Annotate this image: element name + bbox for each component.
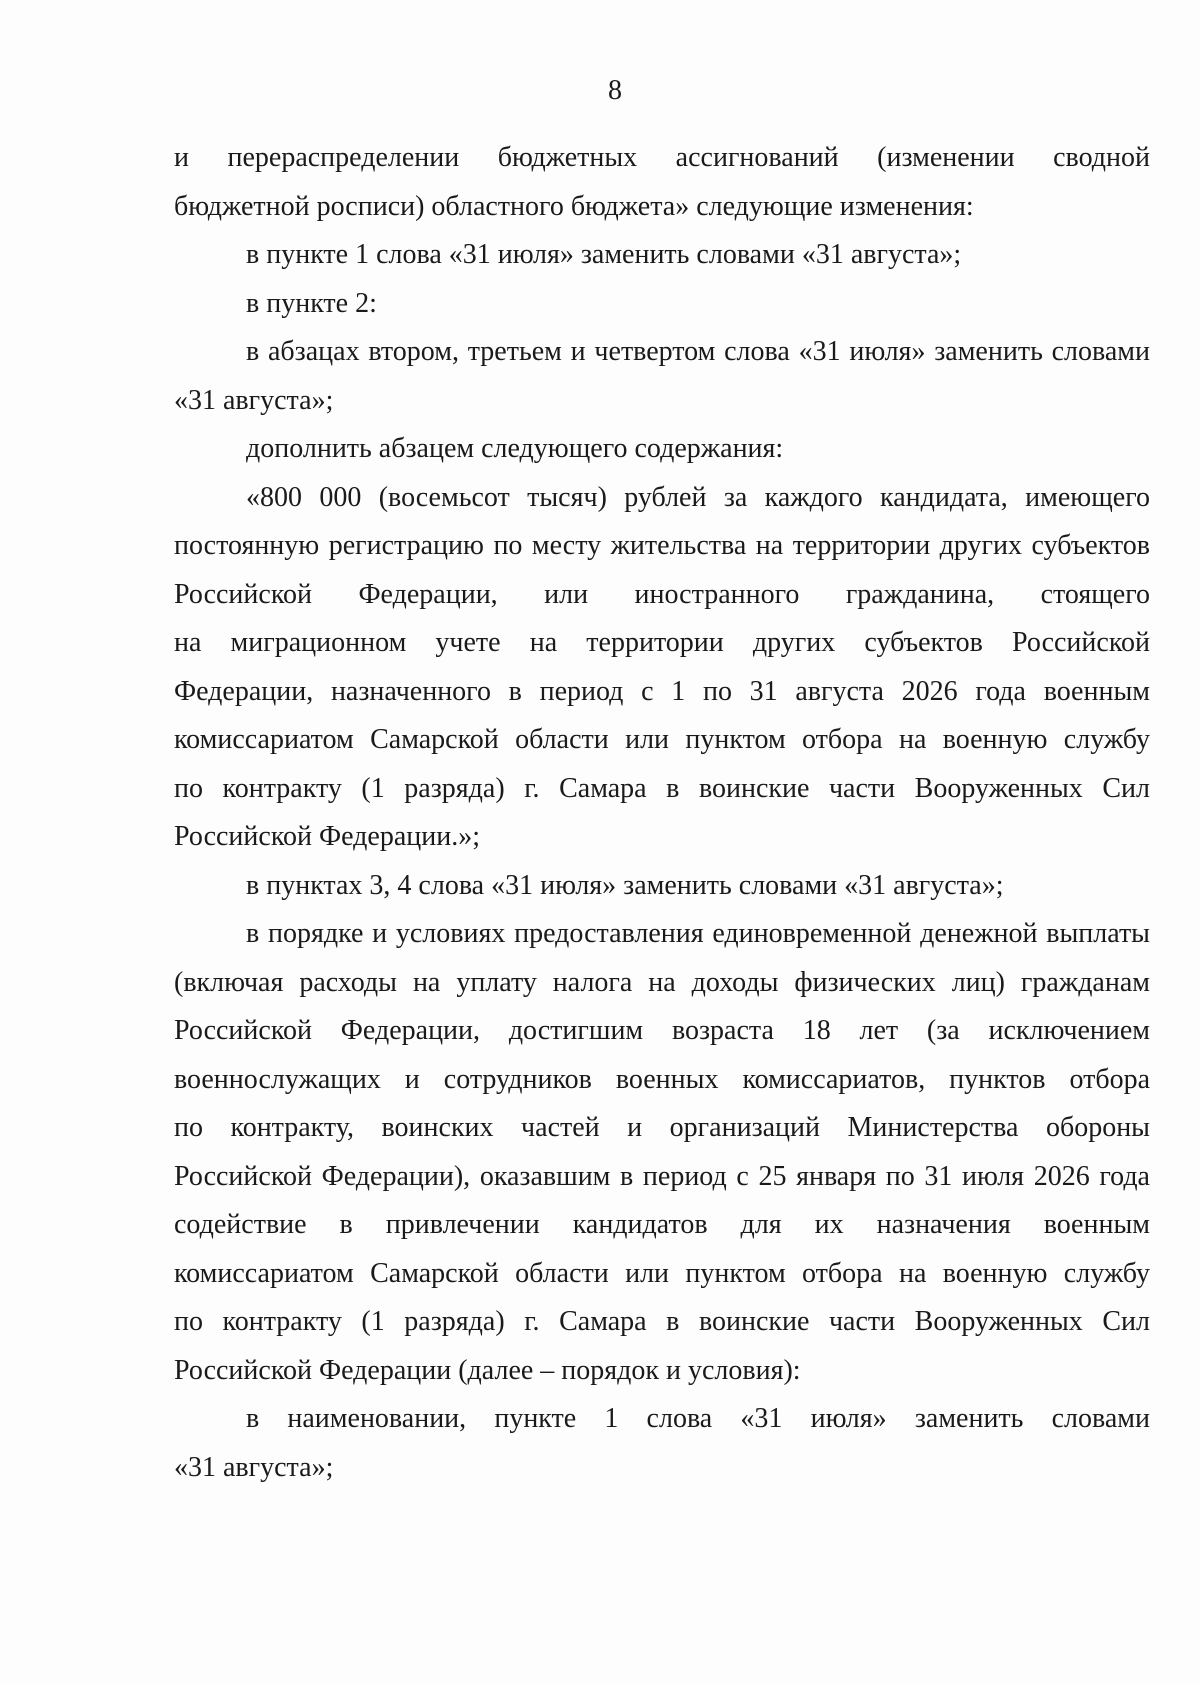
text-line: (включая расходы на уплату налога на доходы физических лиц) гражданам	[174, 966, 1150, 998]
text-line: постоянную регистрацию по месту жительства на территории других субъектов	[174, 530, 1150, 561]
text-line: на миграционном учете на территории других субъектов Российской	[174, 627, 1150, 658]
text-line: в абзацах втором, третьем и четвертом слова «31 июля» заменить словами	[246, 336, 1150, 367]
text-line: Федерации, назначенного в период с 1 по 31 августа 2026 года военным	[174, 675, 1150, 707]
text-line: «31 августа»;	[174, 384, 334, 416]
document-body	[174, 134, 1150, 1492]
text-line: «31 августа»;	[174, 1451, 334, 1483]
text-line: дополнить абзацем следующего содержания:	[246, 433, 784, 464]
text-line: в порядке и условиях предоставления единовременной денежной выплаты	[246, 918, 1150, 949]
text-line: в пунктах 3, 4 слова «31 июля» заменить словами «31 августа»;	[246, 869, 1004, 901]
text-line: по контракту, воинских частей и организаций Министерства обороны	[174, 1112, 1150, 1143]
text-line: комиссариатом Самарской области или пунктом отбора на военную службу	[174, 724, 1150, 755]
text-line: содействие в привлечении кандидатов для их назначения военным	[174, 1209, 1150, 1240]
text-line: и перераспределении бюджетных ассигнований (изменении сводной	[174, 142, 1150, 173]
text-line: в наименовании, пункте 1 слова «31 июля» заменить словами	[246, 1403, 1150, 1434]
text-line: Российской Федерации, достигшим возраста 18 лет (за исключением	[174, 1015, 1150, 1046]
text-line: Российской Федерации (далее – порядок и условия):	[174, 1354, 801, 1386]
text-line: Российской Федерации.»;	[174, 821, 481, 852]
text-line: «800 000 (восемьсот тысяч) рублей за каждого кандидата, имеющего	[246, 481, 1150, 513]
text-line: в пункте 2:	[246, 287, 377, 319]
text-line: по контракту (1 разряда) г. Самара в воинские части Вооруженных Сил	[174, 1306, 1150, 1337]
text-line: Российской Федерации, или иностранного гражданина, стоящего	[174, 578, 1150, 610]
text-line: комиссариатом Самарской области или пунктом отбора на военную службу	[174, 1257, 1150, 1289]
text-line: военнослужащих и сотрудников военных комиссариатов, пунктов отбора	[174, 1063, 1150, 1095]
text-line: Российской Федерации), оказавшим в период с 25 января по 31 июля 2026 года	[174, 1160, 1150, 1192]
text-line: бюджетной росписи) областного бюджета» следующие изменения:	[174, 190, 974, 222]
text-line: по контракту (1 разряда) г. Самара в воинские части Вооруженных Сил	[174, 772, 1150, 804]
page-number: 8	[608, 75, 622, 106]
text-line: в пункте 1 слова «31 июля» заменить словами «31 августа»;	[246, 239, 962, 270]
